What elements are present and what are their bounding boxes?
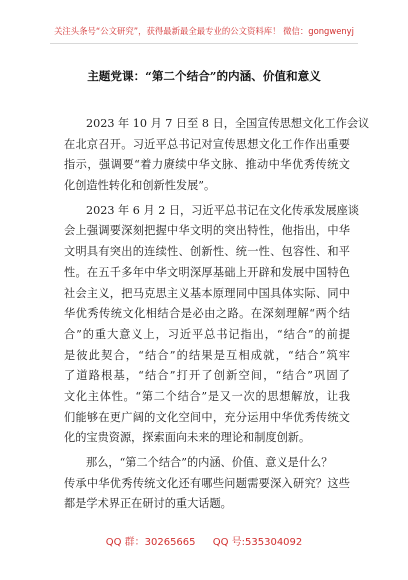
paragraph-1 <box>64 114 370 197</box>
paragraph-line: 们能够在更广阔的文化空间中，充分运用中华优秀传统文 <box>64 410 350 424</box>
qq-group-number: QQ 群：30265665 <box>105 537 196 548</box>
document-body <box>64 114 370 515</box>
paragraph-line: 文化主体性。“第二个结合”是又一次的思想解放，让我 <box>64 389 350 403</box>
paragraph-line: 都是学术界正在研讨的重大话题。 <box>64 497 232 511</box>
paragraph-line: 会上强调要深刻把握中华文明的突出特性，他指出，中华 <box>64 224 350 238</box>
paragraph-line: 社会主义，把马克思主义基本原理同中国具体实际、同中 <box>64 286 350 300</box>
header-divider <box>50 43 358 44</box>
paragraph-line: 化创造性转化和创新性发展”。 <box>64 179 216 193</box>
promo-header: 关注头条号“公文研究”，获得最新最全最专业的公文资料库！ 微信：gongwenyj <box>54 26 354 36</box>
paragraph-line: 在北京召开。习近平总书记对宣传思想文化工作作出重要 <box>64 137 350 151</box>
qq-account-number: QQ 号:535304092 <box>212 537 303 548</box>
paragraph-line: 指示，强调要“着力赓续中华文脉、推动中华优秀传统文 <box>64 158 350 172</box>
paragraph-2 <box>64 201 360 449</box>
paragraph-line: 传承中华优秀传统文化还有哪些问题需要深入研究？这些 <box>64 476 350 490</box>
paragraph-line: 化的宝贵资源，探索面向未来的理论和制度创新。 <box>64 431 311 445</box>
paragraph-line: 那么，“第二个结合”的内涵、价值、意义是什么？ <box>86 456 333 469</box>
paragraph-line: 文明具有突出的连续性、创新性、统一性、包容性、和平 <box>64 245 350 259</box>
paragraph-3 <box>64 453 350 515</box>
paragraph-line: 合”的重大意义上，习近平总书记指出，“结合”的前提 <box>64 327 350 341</box>
paragraph-line: 华优秀传统文化相结合是必由之路。在深刻理解“两个结 <box>64 307 350 321</box>
contact-footer <box>0 533 408 548</box>
paragraph-line: 2023 年 10 月 7 日至 8 日，全国宣传思想文化工作会议 <box>86 117 370 130</box>
document-title: 主题党课：“第二个结合”的内涵、价值和意义 <box>87 69 321 83</box>
paragraph-line: 性。在五千多年中华文明深厚基础上开辟和发展中国特色 <box>64 265 350 279</box>
paragraph-line: 2023 年 6 月 2 日，习近平总书记在文化传承发展座谈 <box>86 203 360 217</box>
paragraph-line: 了道路根基，“结合”打开了创新空间，“结合”巩固了 <box>64 369 350 383</box>
paragraph-line: 是彼此契合，“结合”的结果是互相成就，“结合”筑牢 <box>64 348 350 362</box>
